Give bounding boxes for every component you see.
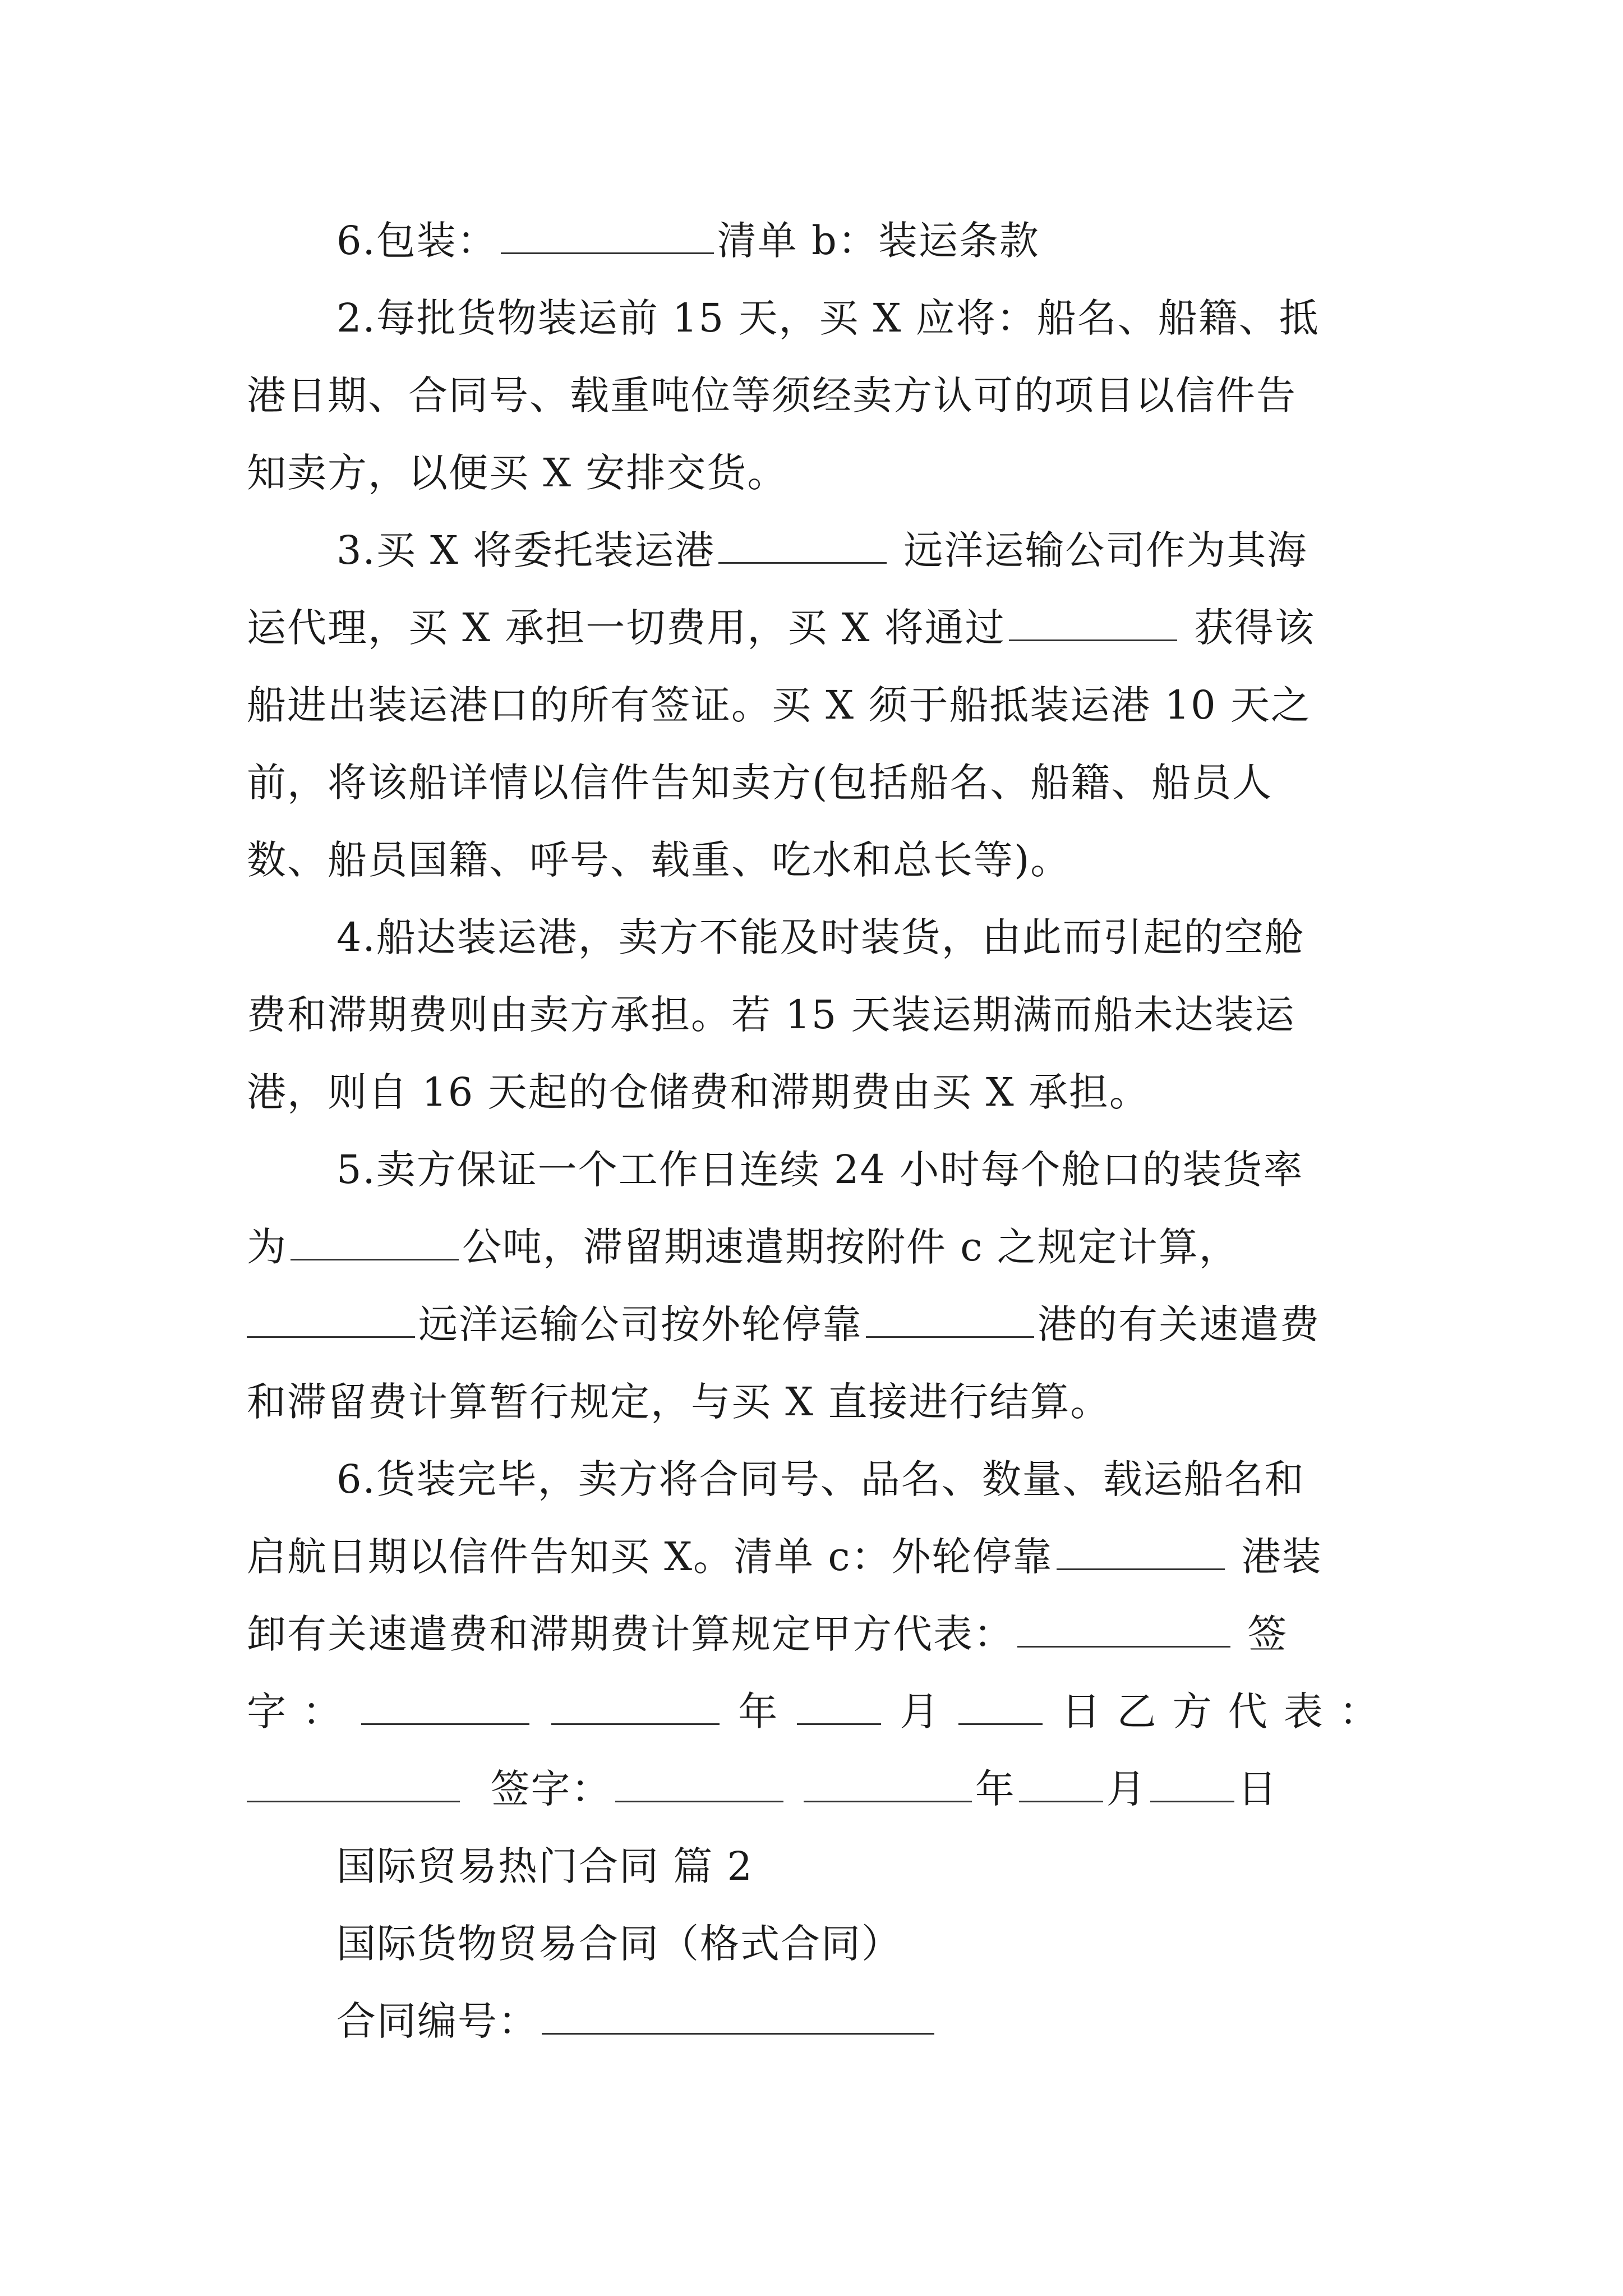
p5-text-4: 和滞留费计算暂行规定，与买 X 直接进行结算。 (247, 1379, 1111, 1425)
loading-rate-blank (291, 1225, 459, 1260)
party-b-char-4: 表 (1283, 1688, 1324, 1734)
p6-line-5 (247, 1750, 1380, 1828)
packing-label: 6.包装： (336, 218, 497, 264)
contract-title: 国际货物贸易合同（格式合同） (336, 1921, 902, 1967)
p4-text-2: 费和滞期费则由卖方承担。若 15 天装运期满而船未达装运 (247, 992, 1295, 1038)
p5-text-2b: 公吨，滞留期速遣期按附件 c 之规定计算， (462, 1224, 1239, 1270)
sign-colon: ： (302, 1688, 343, 1734)
p3-text-4: 前，将该船详情以信件告知卖方(包括船名、船籍、船员人 (247, 760, 1273, 806)
p5-text-3a: 远洋运输公司按外轮停靠 (418, 1301, 863, 1347)
p6-text-1: 6.货装完毕，卖方将合同号、品名、数量、载运船名和 (336, 1456, 1305, 1502)
p5-text-2a: 为 (247, 1224, 287, 1270)
p2-line-2 (247, 357, 1380, 434)
p2-line-1 (247, 279, 1380, 357)
party-a-month-blank (797, 1690, 881, 1725)
party-a-rep-blank (1017, 1612, 1230, 1648)
party-b-date-year-blank (804, 1767, 972, 1802)
p5-line-2 (247, 1208, 1380, 1286)
party-b-rep-blank (247, 1767, 460, 1802)
document-body (247, 202, 1380, 2060)
party-b-char-2: 方 (1172, 1688, 1213, 1734)
p3-text-1b: 远洋运输公司作为其海 (903, 527, 1308, 573)
contract-number-line (247, 1982, 1380, 2060)
p3-text-2b: 获得该 (1193, 605, 1315, 651)
contract-number-blank (542, 1999, 934, 2035)
p2-text-2: 港日期、合同号、载重吨位等须经卖方认可的项目以信件告 (247, 372, 1297, 418)
p6-line-4 (247, 1673, 1380, 1750)
party-a-date-year-blank (551, 1690, 720, 1725)
list-c-port-blank (1057, 1535, 1225, 1570)
p3-text-1a: 3.买 X 将委托装运港 (336, 527, 716, 573)
p2-text-1: 2.每批货物装运前 15 天，买 X 应将：船名、船籍、抵 (336, 295, 1320, 341)
p4-text-1: 4.船达装运港，卖方不能及时装货，由此而引起的空舱 (336, 914, 1305, 960)
p4-line-1 (247, 899, 1380, 976)
p6-line-1 (247, 1441, 1380, 1518)
part2-heading: 国际贸易热门合同 篇 2 (336, 1843, 754, 1889)
p3-line-4 (247, 744, 1380, 821)
p5-text-1: 5.卖方保证一个工作日连续 24 小时每个舱口的装货率 (336, 1147, 1304, 1193)
p3-line-2 (247, 589, 1380, 666)
p5-line-1 (247, 1131, 1380, 1208)
p2-text-3: 知卖方，以便买 X 安排交货。 (247, 450, 788, 496)
p4-line-3 (247, 1053, 1380, 1131)
list-b-heading: 清单 b：装运条款 (717, 218, 1040, 264)
party-b-day-blank (1150, 1767, 1234, 1802)
p6-line-2 (247, 1518, 1380, 1595)
p3-line-5 (247, 821, 1380, 899)
p6-text-3b: 签 (1247, 1611, 1288, 1657)
agent-blank (1009, 606, 1177, 641)
p3-line-1 (247, 512, 1380, 589)
sign-label-b: 签字： (490, 1766, 612, 1812)
p6-line-3 (247, 1595, 1380, 1673)
part2-heading-line (247, 1828, 1380, 1905)
packing-line (247, 202, 1380, 279)
p6-text-2a: 启航日期以信件告知买 X。清单 c：外轮停靠 (247, 1534, 1053, 1580)
packing-blank (501, 219, 714, 254)
month-label-b: 月 (1106, 1766, 1147, 1812)
p4-text-3: 港，则自 16 天起的仓储费和滞期费由买 X 承担。 (247, 1069, 1150, 1115)
year-label-a: 年 (738, 1688, 779, 1734)
party-a-day-blank (958, 1690, 1043, 1725)
party-b-char-5: ： (1339, 1688, 1380, 1734)
p3-text-5: 数、船员国籍、呼号、载重、吃水和总长等)。 (247, 837, 1071, 883)
party-a-signature-blank (361, 1690, 529, 1725)
p6-text-2b: 港装 (1241, 1534, 1322, 1580)
port-blank (866, 1303, 1034, 1338)
p3-line-3 (247, 666, 1380, 744)
p3-text-2a: 运代理，买 X 承担一切费用，买 X 将通过 (247, 605, 1006, 651)
party-b-char-1: 乙 (1117, 1688, 1158, 1734)
day-label-b: 日 (1237, 1766, 1278, 1812)
p6-text-3a: 卸有关速遣费和滞期费计算规定甲方代表： (247, 1611, 1014, 1657)
party-b-month-blank (1019, 1767, 1103, 1802)
day-label-a: 日 (1061, 1688, 1102, 1734)
p5-text-3b: 港的有关速遣费 (1038, 1301, 1320, 1347)
shipping-port-blank (718, 528, 887, 564)
p4-line-2 (247, 976, 1380, 1053)
year-label-b: 年 (975, 1766, 1016, 1812)
shipping-company-blank (247, 1303, 415, 1338)
p5-line-3 (247, 1286, 1380, 1363)
contract-title-line (247, 1905, 1380, 1982)
p5-line-4 (247, 1363, 1380, 1441)
sign-char: 字 (247, 1688, 287, 1734)
month-label-a: 月 (900, 1688, 940, 1734)
p3-text-3: 船进出装运港口的所有签证。买 X 须于船抵装运港 10 天之 (247, 682, 1311, 728)
party-b-char-3: 代 (1228, 1688, 1269, 1734)
party-b-signature-blank (615, 1767, 783, 1802)
contract-number-label: 合同编号： (336, 1998, 538, 2044)
p2-line-3 (247, 434, 1380, 512)
